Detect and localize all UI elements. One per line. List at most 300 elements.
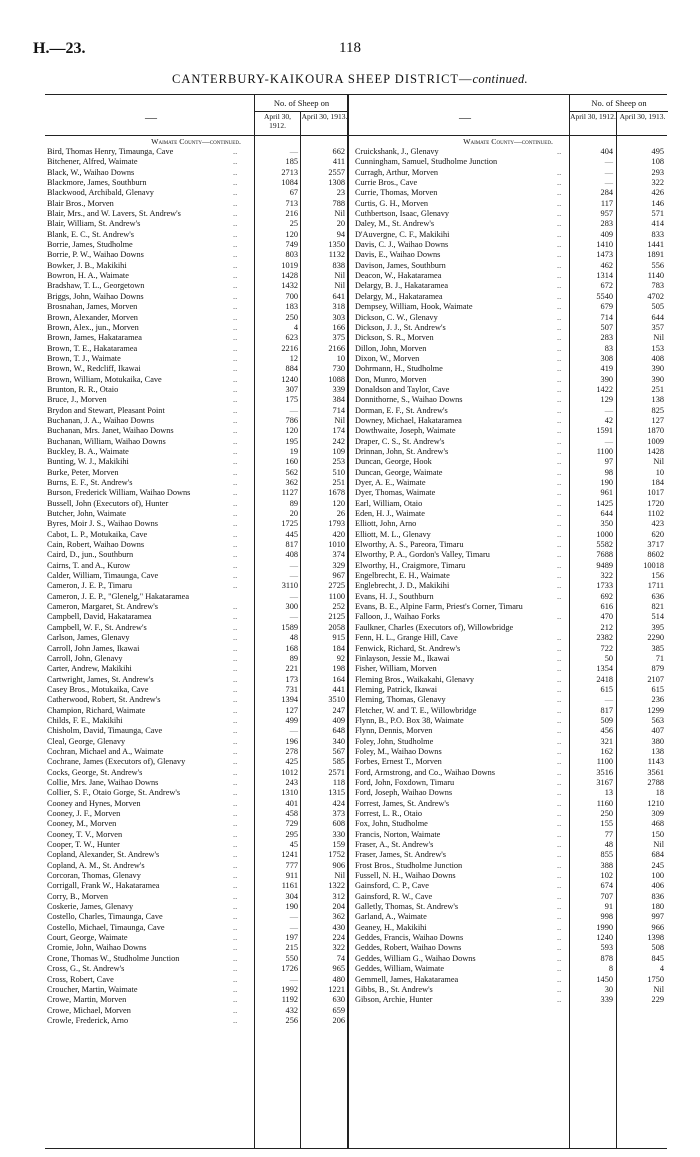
leader-dots: .. <box>557 902 562 912</box>
table-row <box>349 426 667 436</box>
sheep-1913: 362 <box>332 912 345 922</box>
owner-name: Cross, Robert, Cave <box>47 974 114 984</box>
table-row <box>349 313 667 323</box>
sheep-1912: 1314 <box>596 271 613 281</box>
sheep-1913: 322 <box>332 943 345 953</box>
sheep-1912: 1428 <box>281 271 298 281</box>
table-row <box>349 633 667 643</box>
sheep-1913: 1720 <box>647 498 664 508</box>
table-row <box>349 892 667 902</box>
table-row <box>349 157 667 167</box>
sheep-1913: 2290 <box>647 633 664 643</box>
owner-name: Blank, E. C., St. Andrew's <box>47 229 134 239</box>
table-row <box>349 799 667 809</box>
sheep-1913: 4 <box>659 964 664 974</box>
leader-dots: .. <box>557 798 562 808</box>
sheep-1912: 714 <box>600 312 613 322</box>
leader-dots: .. <box>233 726 238 736</box>
sheep-1913: 2058 <box>328 622 345 632</box>
sheep-1912: 817 <box>600 705 613 715</box>
leader-dots: .. <box>233 736 238 746</box>
leader-dots: .. <box>233 467 238 477</box>
owner-name: Brown, William, Motukaika, Cave <box>47 374 162 384</box>
table-row <box>349 871 667 881</box>
table-row <box>45 809 347 819</box>
leader-dots: .. <box>557 612 562 622</box>
sheep-1913: 644 <box>651 312 664 322</box>
leader-dots: .. <box>233 219 238 229</box>
sheep-1912: 1410 <box>596 240 613 250</box>
sheep-1912: — <box>289 147 298 156</box>
owner-name: Buchanan, J. A., Waihao Downs <box>47 415 155 425</box>
table-row <box>45 188 347 198</box>
sheep-1912: — <box>289 612 298 622</box>
sheep-1912: 48 <box>604 840 613 850</box>
sheep-1913: 118 <box>332 777 345 787</box>
table-row <box>349 623 667 633</box>
sheep-1912: — <box>604 695 613 705</box>
sheep-1912: 1100 <box>596 446 613 456</box>
owner-name: Bowron, H. A., Waimate <box>47 271 129 281</box>
section-heading: Waimate County—continued. <box>463 137 553 146</box>
table-row <box>349 519 667 529</box>
sheep-1912: 9489 <box>596 560 613 570</box>
leader-dots: .. <box>557 653 562 663</box>
leader-dots: .. <box>233 167 238 177</box>
leader-dots: .. <box>233 840 238 850</box>
leader-dots: .. <box>557 809 562 818</box>
sheep-1912: 3110 <box>281 581 298 591</box>
leader-dots: .. <box>557 302 562 312</box>
leader-dots: .. <box>233 209 238 219</box>
owner-name: Collie, Mrs. Jane, Waihao Downs <box>47 777 159 787</box>
owner-name: Davison, James, Southburn <box>355 260 446 270</box>
sheep-1913: Nil <box>334 271 345 281</box>
sheep-1912: 1725 <box>281 519 298 529</box>
title-suffix: continued. <box>472 72 528 86</box>
owner-name: Fussell, N. H., Waihao Downs <box>355 871 456 881</box>
owner-name: Fox, John, Studholme <box>355 819 428 829</box>
sheep-1912: 729 <box>285 819 298 829</box>
owner-name: Dickson, C. W., Glenavy <box>355 312 438 322</box>
sheep-1912: 89 <box>289 498 298 508</box>
owner-name: Ford, Armstrong, and Co., Waihao Downs <box>355 767 495 777</box>
table-row <box>45 623 347 633</box>
table-row <box>349 726 667 736</box>
sheep-1912: 3167 <box>596 777 613 787</box>
leader-dots: .. <box>233 147 238 156</box>
table-row <box>45 664 347 674</box>
sheep-1913: 1711 <box>647 581 664 591</box>
owner-name: Cooney and Hynes, Morven <box>47 798 141 808</box>
leader-dots: .. <box>557 860 562 870</box>
owner-name: Cross, G., St. Andrew's <box>47 964 125 974</box>
owner-name: Blair, William, St. Andrew's <box>47 219 141 229</box>
sheep-1913: 441 <box>332 684 345 694</box>
owner-name: Geddes, Francis, Waihao Downs <box>355 933 464 943</box>
table-row <box>45 385 347 395</box>
owner-name: Daley, M., St. Andrew's <box>355 219 435 229</box>
owner-name: Carroll, John, Glenavy <box>47 653 123 663</box>
leader-dots: .. <box>557 767 562 777</box>
table-row <box>349 778 667 788</box>
sheep-1912: 456 <box>600 726 613 736</box>
sheep-1912: 48 <box>289 633 298 643</box>
owner-name: Engelbrecht, E. H., Waimate <box>355 571 450 581</box>
sheep-1913: 423 <box>651 519 664 529</box>
table-row <box>45 737 347 747</box>
sheep-1912: 507 <box>600 322 613 332</box>
leader-dots: .. <box>557 591 562 601</box>
sheep-1912: 221 <box>285 664 298 674</box>
leader-dots: .. <box>233 550 238 560</box>
owner-name: Dowthwaite, Joseph, Waimate <box>355 426 456 436</box>
table-row <box>349 923 667 933</box>
sheep-1913: 662 <box>332 147 345 156</box>
sheep-1912: 593 <box>600 943 613 953</box>
sheep-1913: 138 <box>651 746 664 756</box>
table-row <box>349 354 667 364</box>
leader-dots: .. <box>233 322 238 332</box>
table-row <box>45 302 347 312</box>
sheep-1912: 91 <box>604 902 613 912</box>
sheep-1913: 375 <box>332 333 345 343</box>
leader-dots: .. <box>557 550 562 560</box>
sheep-1913: 1750 <box>647 974 664 984</box>
owner-name: Childs, F. E., Makikihi <box>47 715 123 725</box>
table-row <box>45 861 347 871</box>
leader-dots: .. <box>557 519 562 529</box>
owner-name: Davis, C. J., Waihao Downs <box>355 240 449 250</box>
leader-dots: .. <box>557 933 562 943</box>
leader-dots: .. <box>557 633 562 643</box>
table-row <box>349 612 667 622</box>
leader-dots: .. <box>233 746 238 756</box>
table-row <box>349 550 667 560</box>
sheep-1912: 1084 <box>281 178 298 188</box>
leader-dots: .. <box>233 974 238 984</box>
owner-name: Coskerie, James, Glenavy <box>47 902 134 912</box>
sheep-1913: 252 <box>332 602 345 612</box>
owner-name: Brown, Alex., jun., Morven <box>47 322 139 332</box>
sheep-1912: 129 <box>600 395 613 405</box>
table-row <box>349 747 667 757</box>
sheep-1913: 10 <box>336 353 345 363</box>
table-row <box>45 540 347 550</box>
sheep-1913: 146 <box>651 198 664 208</box>
owner-name: Brown, T. J., Waimate <box>47 353 121 363</box>
sheep-1913: 1398 <box>647 933 664 943</box>
sheep-1912: 786 <box>285 415 298 425</box>
sheep-1913: 408 <box>651 353 664 363</box>
sheep-1912: 700 <box>285 291 298 301</box>
owner-name: Catherwood, Robert, St. Andrew's <box>47 695 161 705</box>
table-row <box>45 354 347 364</box>
sheep-1913: 730 <box>332 364 345 374</box>
sheep-1913: 2166 <box>328 343 345 353</box>
leader-dots: .. <box>557 581 562 591</box>
sheep-1912: 120 <box>285 426 298 436</box>
sheep-1912: 1012 <box>281 767 298 777</box>
sheep-1912: 83 <box>604 343 613 353</box>
sheep-1913: 2107 <box>647 674 664 684</box>
sheep-1913: 23 <box>336 188 345 198</box>
sheep-1913: 390 <box>651 374 664 384</box>
sheep-1912: 409 <box>600 229 613 239</box>
owner-name: Cochrane, James (Executors of), Glenavy <box>47 757 186 767</box>
owner-name: Cooney, J. F., Morven <box>47 809 121 818</box>
sheep-1913: 965 <box>332 964 345 974</box>
sheep-1913: 1132 <box>328 250 345 260</box>
sheep-1912: 185 <box>285 157 298 167</box>
sheep-1913: Nil <box>653 840 664 850</box>
sheep-1912: 672 <box>600 281 613 291</box>
sheep-1912: 196 <box>285 736 298 746</box>
sheep-1913: 109 <box>332 446 345 456</box>
sheep-1913: 514 <box>651 612 664 622</box>
sheep-1912: 878 <box>600 953 613 963</box>
table-row <box>45 416 347 426</box>
leader-dots: .. <box>557 198 562 208</box>
sheep-1913: 127 <box>651 415 664 425</box>
sheep-1912: — <box>289 405 298 415</box>
sheep-1913: 245 <box>651 860 664 870</box>
owner-name: Finlayson, Jessie M., Ikawai <box>355 653 450 663</box>
leader-dots: .. <box>557 571 562 581</box>
sheep-1913: Nil <box>334 871 345 881</box>
leader-dots: .. <box>233 498 238 508</box>
owner-name: Caird, D., jun., Southburn <box>47 550 134 560</box>
sheep-1913: 329 <box>332 560 345 570</box>
sheep-1912: 1310 <box>281 788 298 798</box>
owner-name: Dyer, A. E., Waimate <box>355 478 426 487</box>
sheep-1913: 838 <box>332 260 345 270</box>
sheep-1912: 470 <box>600 612 613 622</box>
table-row <box>45 954 347 964</box>
leader-dots: .. <box>557 509 562 519</box>
owner-name: Gainsford, R. W., Cave <box>355 891 433 901</box>
table-row <box>349 912 667 922</box>
owner-name: Bunting, W. J., Makikihi <box>47 457 129 467</box>
leader-dots: .. <box>557 684 562 694</box>
sheep-1912: 616 <box>600 602 613 612</box>
sheep-1913: 4702 <box>647 291 664 301</box>
sheep-1913: 411 <box>332 157 345 167</box>
table-row <box>45 313 347 323</box>
leader-dots: .. <box>557 167 562 177</box>
sheep-1912: 13 <box>604 788 613 798</box>
sheep-1913: 641 <box>332 291 345 301</box>
owner-name: Briggs, John, Waihao Downs <box>47 291 144 301</box>
sheep-1913: 630 <box>332 995 345 1005</box>
right-table-header <box>349 95 667 136</box>
owner-name: Costello, Charles, Timaunga, Cave <box>47 912 163 922</box>
owner-name: Flynn, B., P.O. Box 38, Waimate <box>355 715 464 725</box>
owner-name: Borrie, P. W., Waihao Downs <box>47 250 144 260</box>
sheep-1912: 97 <box>604 457 613 467</box>
sheep-1912: 1432 <box>281 281 298 291</box>
owner-name: Carlson, James, Glenavy <box>47 633 130 643</box>
owner-name: Burke, Peter, Morven <box>47 467 119 477</box>
table-row <box>45 840 347 850</box>
table-row <box>349 975 667 985</box>
sheep-1913: 180 <box>651 902 664 912</box>
leader-dots: .. <box>233 953 238 963</box>
table-row <box>45 912 347 922</box>
sheep-1912: 25 <box>289 219 298 229</box>
table-row <box>349 571 667 581</box>
leader-dots: .. <box>233 705 238 715</box>
sheep-1913: 426 <box>651 188 664 198</box>
table-row <box>349 488 667 498</box>
sheep-1913: 150 <box>651 829 664 839</box>
sheep-1913: 339 <box>332 384 345 394</box>
owner-name: Fisher, William, Morven <box>355 664 437 674</box>
leader-dots: .. <box>233 602 238 612</box>
table-row <box>349 364 667 374</box>
sheep-1912: 67 <box>289 188 298 198</box>
owner-name: Curtis, G. H., Morven <box>355 198 429 208</box>
table-row <box>45 592 347 602</box>
table-row <box>45 530 347 540</box>
leader-dots: .. <box>233 405 238 415</box>
owner-name: Delargy, B. J., Hakataramea <box>355 281 449 291</box>
sheep-1913: 833 <box>651 229 664 239</box>
table-row <box>349 478 667 488</box>
leader-dots: .. <box>233 902 238 912</box>
sheep-1912: 195 <box>285 436 298 446</box>
sheep-1912: 462 <box>600 260 613 270</box>
sheep-1912: 562 <box>285 467 298 477</box>
sheep-1912: 42 <box>604 415 613 425</box>
sheep-1913: 229 <box>651 995 664 1005</box>
leader-dots: .. <box>557 891 562 901</box>
sheep-1912: 284 <box>600 188 613 198</box>
leader-dots: .. <box>557 395 562 405</box>
owner-name: Fraser, James, St. Andrew's <box>355 850 447 860</box>
sheep-1912: 401 <box>285 798 298 808</box>
sheep-1912: 1000 <box>596 529 613 539</box>
leader-dots: .. <box>557 353 562 363</box>
sheep-1912: 322 <box>600 571 613 581</box>
sheep-1913: 395 <box>651 622 664 632</box>
sheep-1912: 250 <box>600 809 613 818</box>
col-1912-header: April 30, 1912. <box>569 112 616 135</box>
sheep-1912: 998 <box>600 912 613 922</box>
left-table-header <box>45 95 347 136</box>
sheep-1913: 253 <box>332 457 345 467</box>
sheep-1912: 1591 <box>596 426 613 436</box>
sheep-1913: 153 <box>651 343 664 353</box>
owner-name: Cain, Robert, Waihao Downs <box>47 540 145 550</box>
sheep-1913: 1870 <box>647 426 664 436</box>
leader-dots: .. <box>233 384 238 394</box>
owner-name: Cooney, M., Morven <box>47 819 117 829</box>
leader-dots: .. <box>233 509 238 519</box>
table-row <box>349 406 667 416</box>
owner-name: Elliott, M. L., Glenavy <box>355 529 431 539</box>
table-row <box>45 943 347 953</box>
sheep-1912: 445 <box>285 529 298 539</box>
owner-name: Currie, Thomas, Morven <box>355 188 438 198</box>
table-row <box>349 830 667 840</box>
leader-dots: .. <box>233 881 238 891</box>
table-row <box>45 1016 347 1026</box>
table-row <box>45 478 347 488</box>
table-row <box>349 530 667 540</box>
sheep-1912: 1733 <box>596 581 613 591</box>
owner-name: Eden, H. J., Waimate <box>355 509 425 519</box>
leader-dots: .. <box>233 250 238 260</box>
owner-name: Borrie, James, Studholme <box>47 240 133 250</box>
leader-dots: .. <box>557 974 562 984</box>
sheep-1913: 206 <box>332 1015 345 1025</box>
table-row <box>349 178 667 188</box>
sheep-1912: 458 <box>285 809 298 818</box>
owner-name: Fletcher, W. and T. E., Willowbridge <box>355 705 477 715</box>
sheep-1913: Nil <box>334 281 345 291</box>
owner-name: Deacon, W., Hakataramea <box>355 271 442 281</box>
leader-dots: .. <box>557 364 562 374</box>
table-row <box>45 147 347 157</box>
sheep-1913: 1140 <box>647 271 664 281</box>
sheep-1913: 510 <box>332 467 345 477</box>
sheep-1913: 26 <box>336 509 345 519</box>
owner-name: Carter, Andrew, Makikihi <box>47 664 132 674</box>
sheep-1912: — <box>289 726 298 736</box>
sheep-1913: 915 <box>332 633 345 643</box>
sheep-1913: 92 <box>336 653 345 663</box>
owner-name: Bruce, J., Morven <box>47 395 107 405</box>
owner-name: Burson, Frederick William, Waihao Downs <box>47 488 191 498</box>
sheep-1913: 312 <box>332 891 345 901</box>
table-row <box>349 685 667 695</box>
sheep-1913: 1210 <box>647 798 664 808</box>
leader-dots: .. <box>557 188 562 198</box>
leader-dots: .. <box>233 281 238 291</box>
sheep-1913: 251 <box>332 478 345 487</box>
sheep-1912: 350 <box>600 519 613 529</box>
table-row <box>349 447 667 457</box>
leader-dots: .. <box>557 281 562 291</box>
sheep-1912: 884 <box>285 364 298 374</box>
sheep-1912: 173 <box>285 674 298 684</box>
sheep-1913: 997 <box>651 912 664 922</box>
table-row <box>45 633 347 643</box>
owner-name: Elliott, John, Arno <box>355 519 417 529</box>
sheep-1912: 1589 <box>281 622 298 632</box>
owner-name: Crone, Thomas W., Studholme Junction <box>47 953 180 963</box>
sheep-1913: 783 <box>651 281 664 291</box>
leader-dots: .. <box>233 426 238 436</box>
table-row <box>45 747 347 757</box>
sheep-1912: 1160 <box>596 798 613 808</box>
owner-name: Fraser, A., St. Andrew's <box>355 840 434 850</box>
sheep-1913: 2725 <box>328 581 345 591</box>
sheep-1913: 825 <box>651 405 664 415</box>
table-row <box>45 364 347 374</box>
leader-dots: .. <box>233 374 238 384</box>
sheep-1913: 340 <box>332 736 345 746</box>
sheep-1912: 615 <box>600 684 613 694</box>
sheep-1913: 409 <box>332 715 345 725</box>
table-row <box>45 726 347 736</box>
sheep-1913: 156 <box>651 571 664 581</box>
table-row <box>45 830 347 840</box>
table-row <box>45 509 347 519</box>
owner-name: Blackwood, Archibald, Glenavy <box>47 188 154 198</box>
owner-name: Crowe, Michael, Morven <box>47 1005 131 1015</box>
